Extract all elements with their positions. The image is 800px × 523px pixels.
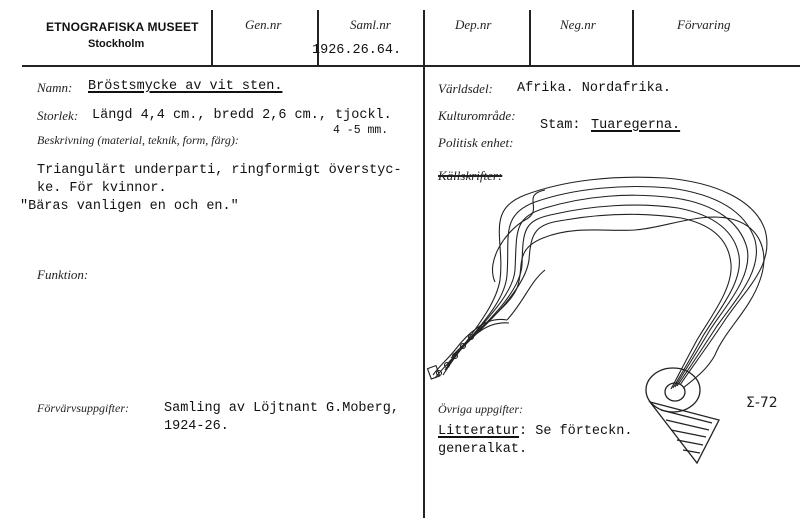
neg-nr-label: Neg.nr xyxy=(560,17,596,32)
forvaring-label: Förvaring xyxy=(677,17,731,32)
necklace-cords xyxy=(443,177,767,389)
beskrivning-label: Beskrivning (material, teknik, form, färg): xyxy=(37,133,239,147)
braided-end xyxy=(428,319,509,379)
varldsdel-value: Afrika. Nordafrika. xyxy=(517,81,671,96)
header-divider-1 xyxy=(211,10,213,66)
litteratur-line-2: generalkat. xyxy=(438,442,528,457)
namn-label: Namn: xyxy=(37,80,73,95)
forvarv-line-2: 1924-26. xyxy=(164,419,229,434)
kulturomrade-label: Kulturområde: xyxy=(438,108,516,123)
description-line-3: "Bäras vanligen en och en." xyxy=(20,199,239,214)
description-line-2: ke. För kvinnor. xyxy=(37,181,167,196)
storlek-label: Storlek: xyxy=(37,108,79,123)
forvarv-label: Förvärvsuppgifter: xyxy=(37,401,129,415)
namn-value: Bröstsmycke av vit sten. xyxy=(88,79,283,94)
description-line-1: Triangulärt underparti, ringformigt överstyc- xyxy=(37,163,402,178)
gen-nr-label: Gen.nr xyxy=(245,17,282,32)
litteratur-row xyxy=(438,424,632,439)
header-divider-5 xyxy=(632,10,634,66)
drawing-annotation: Σ-72 xyxy=(746,395,778,411)
litteratur-label: Litteratur xyxy=(438,424,520,439)
museum-name: ETNOGRAFISKA MUSEET xyxy=(46,20,199,34)
litteratur-value: : Se förteckn. xyxy=(519,424,633,439)
storlek-thickness: 4 -5 mm. xyxy=(333,124,389,137)
kulturomrade-value: Tuaregerna. xyxy=(591,118,681,133)
ovriga-uppgifter-label: Övriga uppgifter: xyxy=(438,402,523,416)
kallskrifter-label: Källskrifter: xyxy=(438,168,503,183)
forvarv-line-1: Samling av Löjtnant G.Moberg, xyxy=(164,401,399,416)
header-bottom-rule xyxy=(22,65,800,67)
varldsdel-label: Världsdel: xyxy=(438,81,493,96)
museum-city: Stockholm xyxy=(88,38,145,50)
dep-nr-label: Dep.nr xyxy=(455,17,492,32)
saml-nr-label: Saml.nr xyxy=(350,17,391,32)
storlek-value: Längd 4,4 cm., bredd 2,6 cm., tjockl. xyxy=(92,108,392,123)
kulturomrade-prefix: Stam: xyxy=(540,118,581,133)
saml-nr-value: 1926.26.64. xyxy=(312,43,402,58)
funktion-label: Funktion: xyxy=(37,267,89,282)
header-divider-3 xyxy=(423,10,425,66)
header-divider-4 xyxy=(529,10,531,66)
politisk-enhet-label: Politisk enhet: xyxy=(438,135,514,150)
